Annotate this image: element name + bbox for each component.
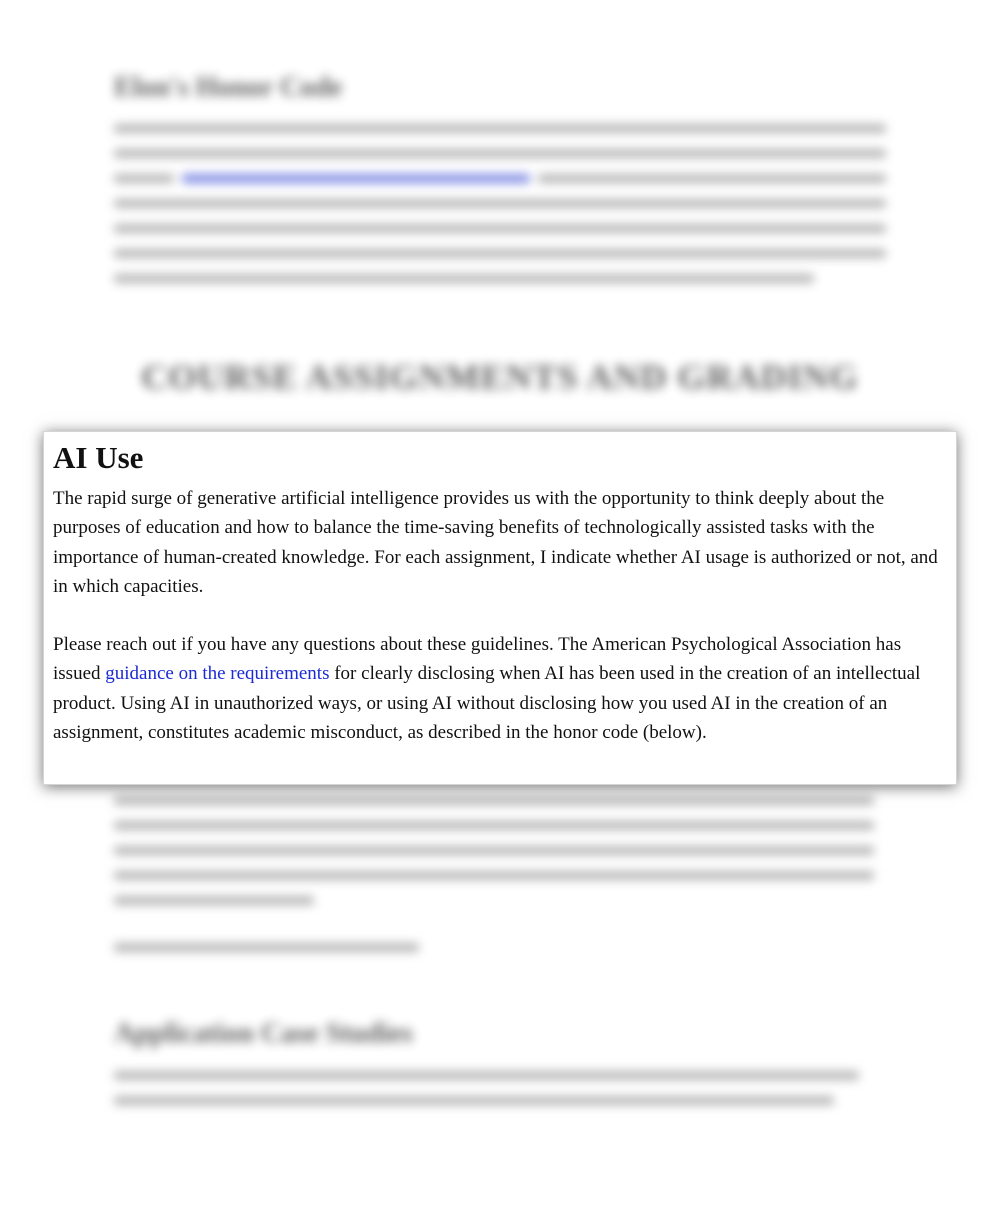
honor-code-text-blurred	[114, 124, 886, 299]
ai-use-panel	[43, 431, 957, 785]
paragraph-2-text-before-link: Please reach out if you have any questions about these guidelines. The American Psychological Association has issued	[53, 634, 902, 685]
ai-use-paragraph-1: The rapid surge of generative artificial intelligence provides us with the opportunity to think deeply about the purposes of education and how to balance the time-saving benefits of technologically assisted tasks with the importance of human-created knowledge. For each assignment, I indicate whether AI usage is authorized or not, and in which capacities.	[53, 488, 938, 597]
ai-note-text-blurred	[114, 943, 886, 968]
case-studies-text-blurred	[114, 1071, 886, 1121]
ai-use-paragraph-2	[53, 630, 947, 747]
assignments-text-blurred	[114, 796, 886, 921]
ai-use-title: AI Use	[53, 440, 144, 475]
case-studies-heading: Application Case Studies	[114, 1018, 413, 1049]
paragraph-2-text-after-link: for clearly disclosing when AI has been used in the creation of an intellectual product. Using AI in unauthorized ways, or using AI without disclosing how you used AI in the creation of an assignment, constitutes academic misconduct, as described in the honor code (below).	[53, 663, 921, 744]
course-assignments-title: COURSE ASSIGNMENTS AND GRADING	[141, 357, 859, 397]
honor-code-heading: Elon's Honor Code	[114, 72, 343, 103]
apa-guidance-link[interactable]: guidance on the requirements	[105, 663, 330, 685]
